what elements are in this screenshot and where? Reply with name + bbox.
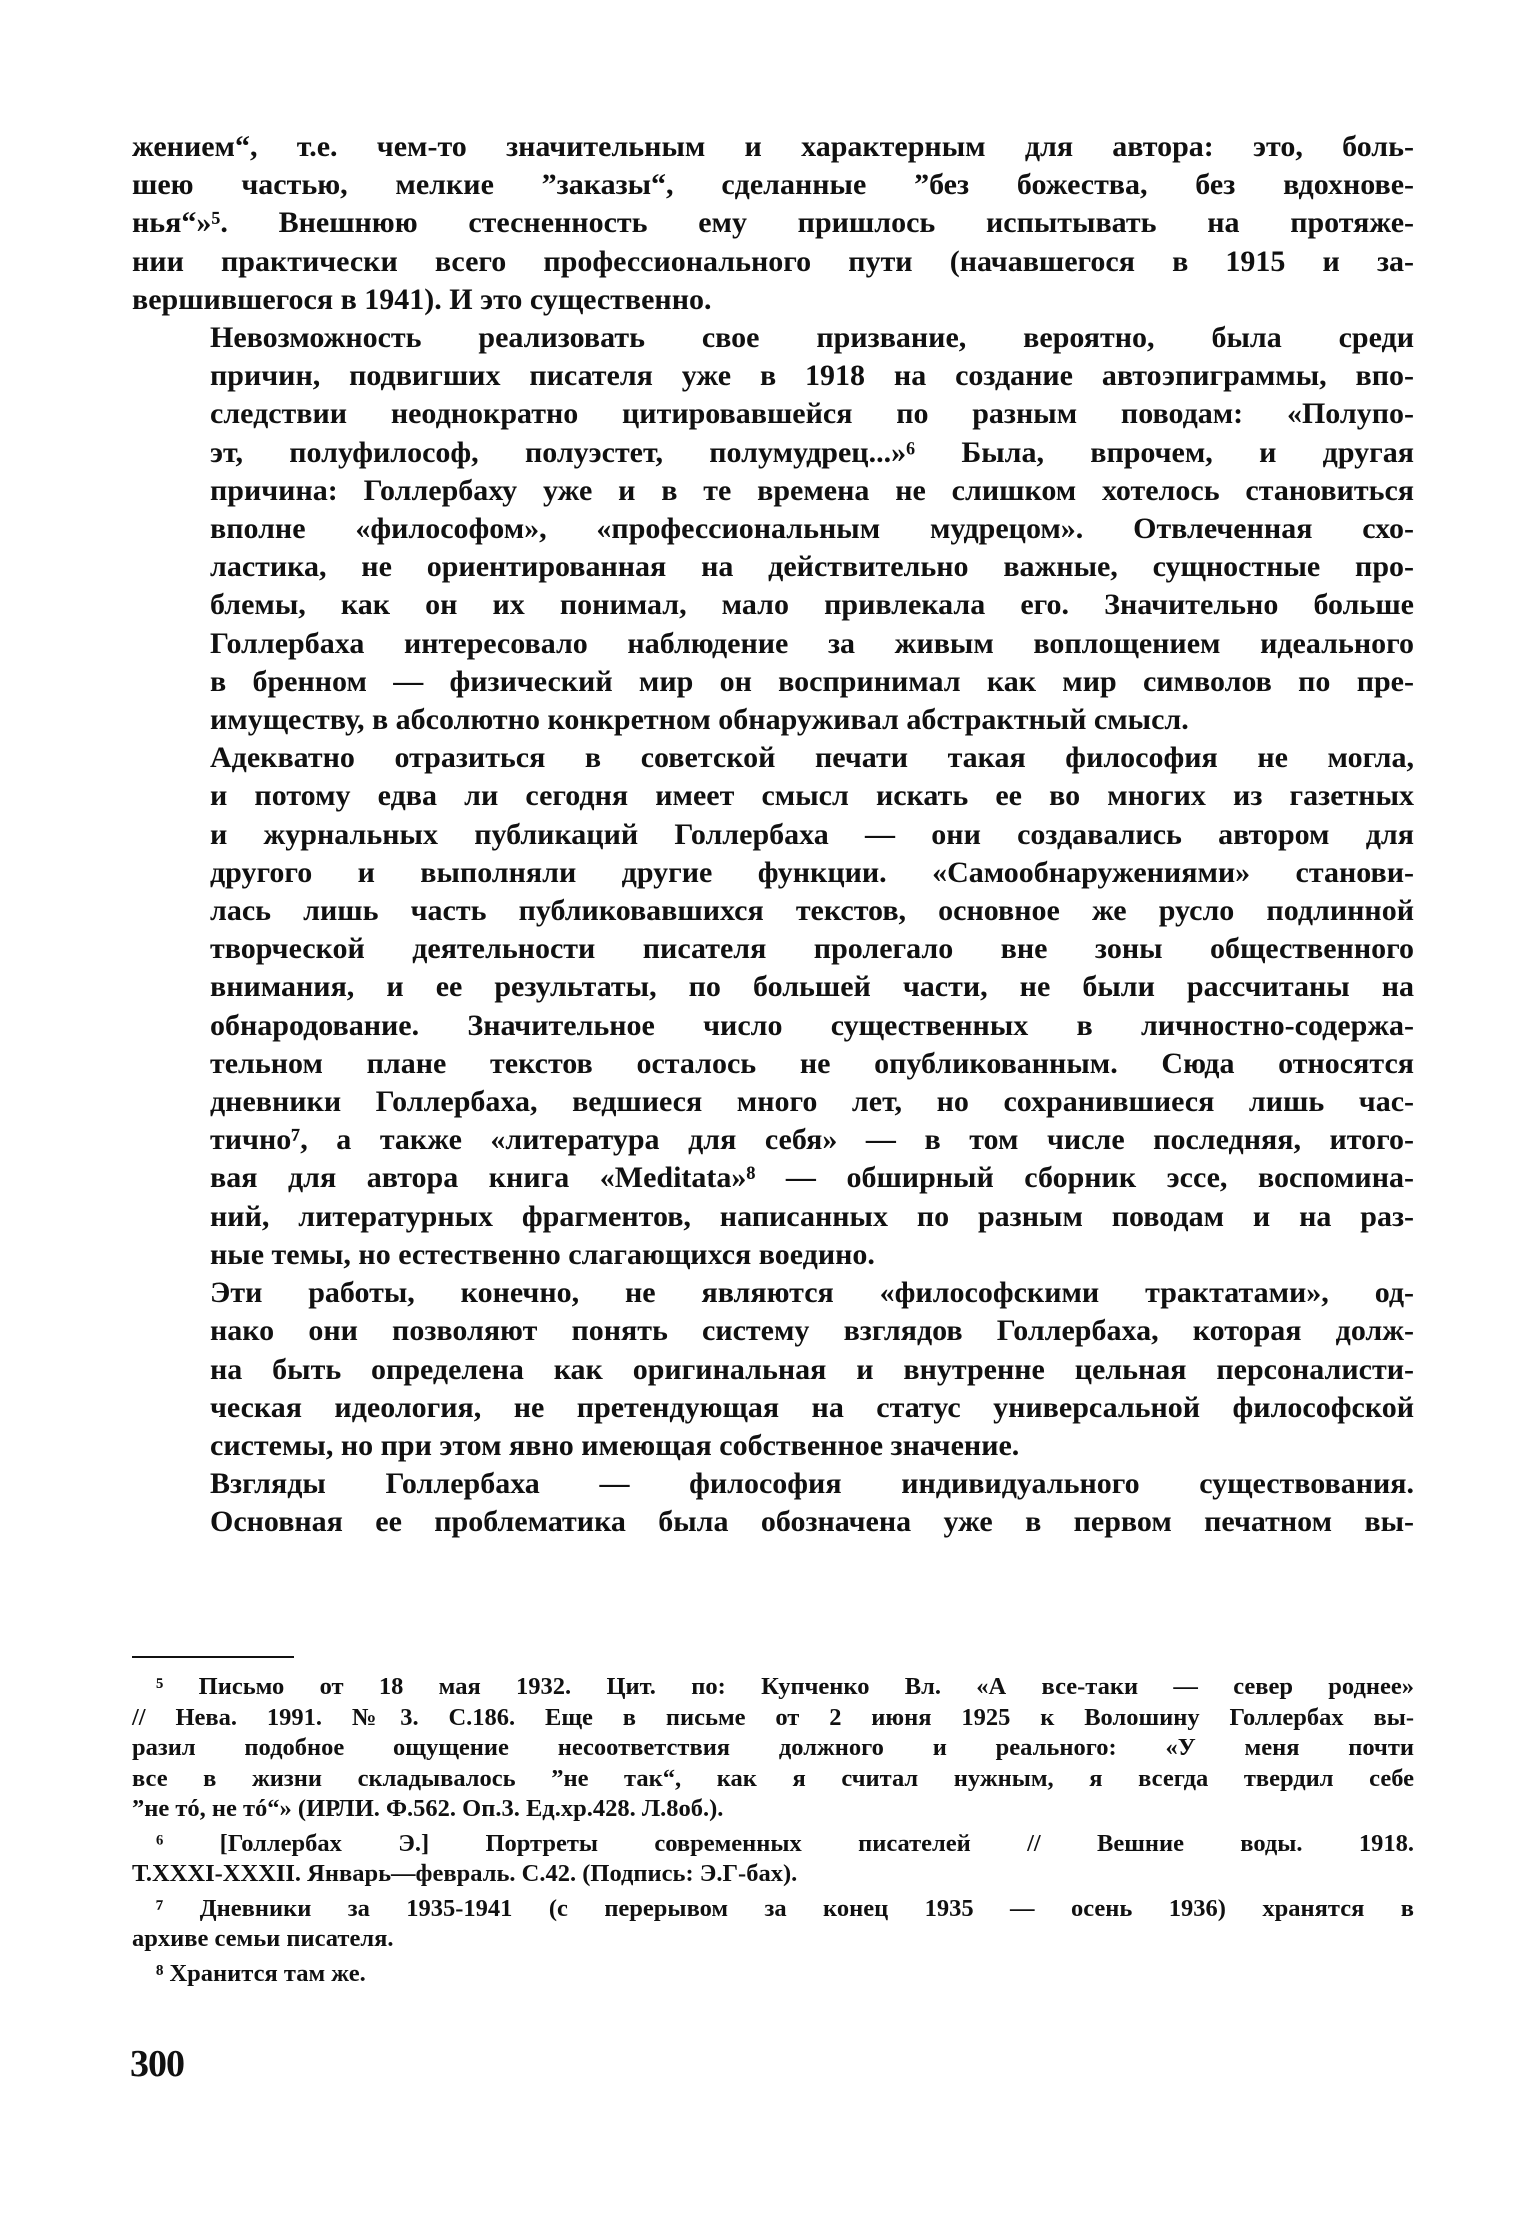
text-line: Адекватно отразиться в советской печати такая философия не могла, <box>210 741 1414 775</box>
text-line: шею частью, мелкие ”заказы“, сделанные ”без божества, без вдохнове- <box>132 168 1414 202</box>
page-number: 300 <box>130 2043 184 2085</box>
text-line: и журнальных публикаций Голлербаха — они создавались автором для <box>210 817 1414 851</box>
text-line: тельном плане текстов осталось не опубликованным. Сюда относятся <box>210 1046 1414 1080</box>
footnote-7 <box>132 1894 1414 1955</box>
text-line: нако они позволяют понять систему взглядов Голлербаха, которая долж- <box>210 1314 1414 1348</box>
footnote-line: ⁶ [Голлербах Э.] Портреты современных писателей // Вешние воды. 1918. <box>156 1829 1414 1857</box>
footnote-line: ⁷ Дневники за 1935-1941 (с перерывом за конец 1935 — осень 1936) хранятся в <box>156 1894 1414 1922</box>
footnote-line: Т.XXXI-XXXII. Январь—февраль. С.42. (Подпись: Э.Г-бах). <box>132 1860 798 1887</box>
footnote-line: архиве семьи писателя. <box>132 1925 394 1952</box>
text-line: вполне «философом», «профессиональным мудрецом». Отвлеченная схо- <box>210 512 1414 546</box>
footnote-line: ”не тó, не тó“» (ИРЛИ. Ф.562. Оп.3. Ед.хр.428. Л.8об.). <box>132 1795 724 1822</box>
text-line: Взгляды Голлербаха — философия индивидуального существования. <box>210 1467 1414 1501</box>
text-line: Голлербаха интересовало наблюдение за живым воплощением идеального <box>210 626 1414 660</box>
footnote-line: все в жизни складывалось ”не так“, как я считал нужным, я всегда твердил себе <box>132 1764 1414 1792</box>
text-line: другого и выполняли другие функции. «Самообнаружениями» станови- <box>210 855 1414 889</box>
footnote-line: ⁸ Хранится там же. <box>156 1959 366 1987</box>
paragraph-1 <box>132 128 1414 319</box>
text-line: тично⁷, а также «литература для себя» — в том числе последняя, итого- <box>210 1123 1414 1157</box>
footnotes <box>132 1672 1414 1993</box>
text-line: жением“, т.е. чем-то значительным и характерным для автора: это, боль- <box>132 130 1414 163</box>
text-line: следствии неоднократно цитировавшейся по разным поводам: «Полупо- <box>210 397 1414 431</box>
paragraph-2 <box>132 319 1414 739</box>
text-line: блемы, как он их понимал, мало привлекала его. Значительно больше <box>210 588 1414 622</box>
text-line: системы, но при этом явно имеющая собственное значение. <box>210 1428 1020 1462</box>
paragraph-5 <box>132 1465 1414 1541</box>
footnote-5 <box>132 1672 1414 1825</box>
text-line: на быть определена как оригинальная и внутренне цельная персоналисти- <box>210 1352 1414 1386</box>
footnote-line: разил подобное ощущение несоответствия должного и реального: «У меня почти <box>132 1734 1414 1761</box>
text-line: Невозможность реализовать свое призвание, вероятно, была среди <box>210 321 1414 355</box>
text-line: Основная ее проблематика была обозначена уже в первом печатном вы- <box>210 1505 1414 1539</box>
text-line: творческой деятельности писателя пролегало вне зоны общественного <box>210 932 1414 966</box>
text-line: нии практически всего профессионального пути (начавшегося в 1915 и за- <box>132 244 1414 278</box>
text-line: причин, подвигших писателя уже в 1918 на создание автоэпиграммы, впо- <box>210 359 1414 393</box>
paragraph-4 <box>132 1274 1414 1465</box>
text-line: и потому едва ли сегодня имеет смысл искать ее во многих из газетных <box>210 779 1414 813</box>
text-line: Эти работы, конечно, не являются «философскими трактатами», од- <box>210 1276 1414 1310</box>
footnote-divider <box>132 1656 294 1658</box>
text-line: эт, полуфилософ, полуэстет, полумудрец...»⁶ Была, впрочем, и другая <box>210 435 1414 469</box>
text-line: нья“»⁵. Внешнюю стесненность ему пришлось испытывать на протяже- <box>132 206 1414 240</box>
text-line: причина: Голлербаху уже и в те времена не слишком хотелось становиться <box>210 473 1414 507</box>
paragraph-3 <box>132 739 1414 1274</box>
text-line: в бренном — физический мир он воспринимал как мир символов по пре- <box>210 664 1414 698</box>
text-line: вая для автора книга «Meditata»⁸ — обширный сборник эссе, воспомина- <box>210 1161 1414 1195</box>
text-line: ластика, не ориентированная на действительно важные, сущностные про- <box>210 550 1414 584</box>
text-line: лась лишь часть публиковавшихся текстов, основное же русло подлинной <box>210 894 1414 928</box>
text-line: ний, литературных фрагментов, написанных по разным поводам и на раз- <box>210 1199 1414 1233</box>
text-line: внимания, и ее результаты, по большей части, не были рассчитаны на <box>210 970 1414 1004</box>
text-line: ные темы, но естественно слагающихся воедино. <box>210 1237 875 1271</box>
footnote-line: ⁵ Письмо от 18 мая 1932. Цит. по: Купченко Вл. «А все-таки — север роднее» <box>156 1673 1414 1700</box>
text-line: вершившегося в 1941). И это существенно. <box>132 282 712 316</box>
text-line: обнародование. Значительное число существенных в личностно-содержа- <box>210 1008 1414 1042</box>
text-line: дневники Голлербаха, ведшиеся много лет, но сохранившиеся лишь час- <box>210 1085 1414 1119</box>
footnote-8 <box>132 1959 1414 1990</box>
main-text <box>132 128 1414 1542</box>
text-line: ческая идеология, не претендующая на статус универсальной философской <box>210 1390 1414 1424</box>
text-line: имуществу, в абсолютно конкретном обнаруживал абстрактный смысл. <box>210 703 1189 737</box>
footnote-line: // Нева. 1991. №3. С.186. Еще в письме от 2 июня 1925 к Волошину Голлербах вы- <box>132 1703 1414 1731</box>
footnote-6 <box>132 1829 1414 1890</box>
